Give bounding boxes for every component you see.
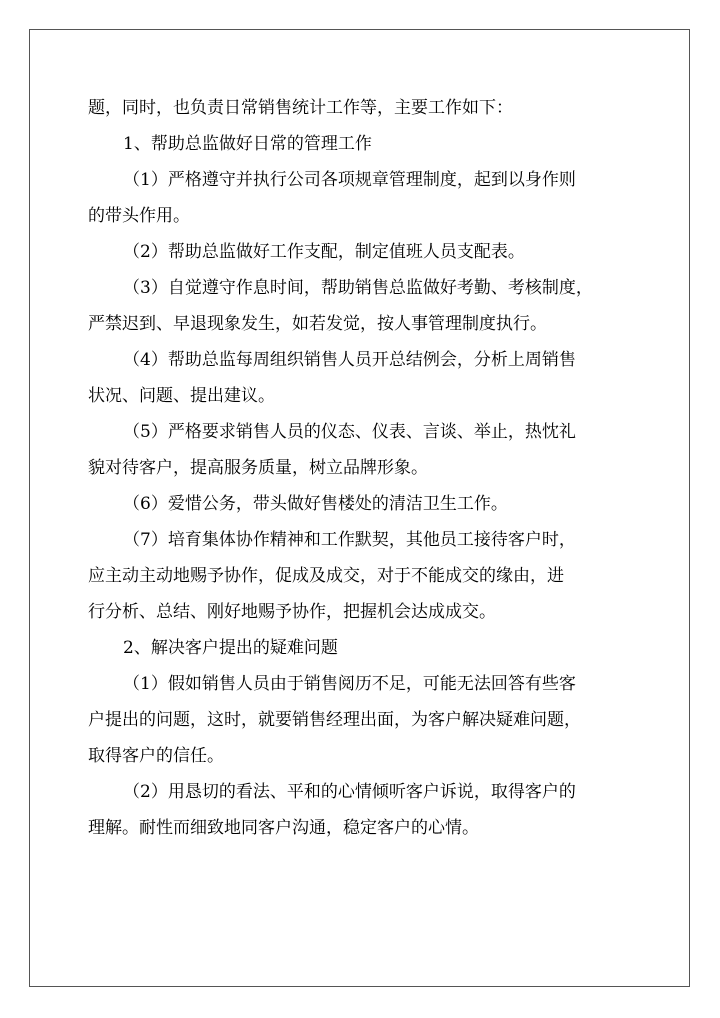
text-line: 户提出的问题，这时，就要销售经理出面，为客户解决疑难问题， — [88, 710, 581, 730]
text-line: （1）假如销售人员由于销售阅历不足，可能无法回答有些客 — [123, 674, 576, 694]
text-line: （4）帮助总监每周组织销售人员开总结例会，分析上周销售 — [123, 350, 576, 370]
text-line: （2）用恳切的看法、平和的心情倾听客户诉说，取得客户的 — [123, 782, 576, 802]
text-line: （1）严格遵守并执行公司各项规章管理制度，起到以身作则 — [123, 170, 576, 190]
text-line: 应主动主动地赐予协作，促成及成交，对于不能成交的缘由，进 — [88, 566, 564, 586]
text-line: 行分析、总结、刚好地赐予协作，把握机会达成成交。 — [88, 602, 496, 622]
text-line: 1、帮助总监做好日常的管理工作 — [123, 134, 372, 154]
text-line: 貌对待客户，提高服务质量，树立品牌形象。 — [88, 458, 428, 478]
text-line: 理解。耐性而细致地同客户沟通，稳定客户的心情。 — [88, 818, 479, 838]
text-line: （7）培育集体协作精神和工作默契，其他员工接待客户时， — [123, 530, 576, 550]
document-body — [88, 90, 633, 846]
text-line: 2、解决客户提出的疑难问题 — [123, 638, 338, 658]
text-line: （2）帮助总监做好工作支配，制定值班人员支配表。 — [123, 242, 525, 262]
text-line: （6）爱惜公务，带头做好售楼处的清洁卫生工作。 — [123, 494, 508, 514]
text-line: 取得客户的信任。 — [88, 746, 224, 766]
text-line: 严禁迟到、早退现象发生，如若发觉，按人事管理制度执行。 — [88, 314, 547, 334]
text-line: 题，同时，也负责日常销售统计工作等，主要工作如下： — [88, 98, 513, 118]
text-line: （5）严格要求销售人员的仪态、仪表、言谈、举止，热忱礼 — [123, 422, 576, 442]
text-line: 状况、问题、提出建议。 — [88, 386, 275, 406]
text-line: （3）自觉遵守作息时间，帮助销售总监做好考勤、考核制度， — [123, 278, 593, 298]
text-line: 的带头作用。 — [88, 206, 190, 226]
